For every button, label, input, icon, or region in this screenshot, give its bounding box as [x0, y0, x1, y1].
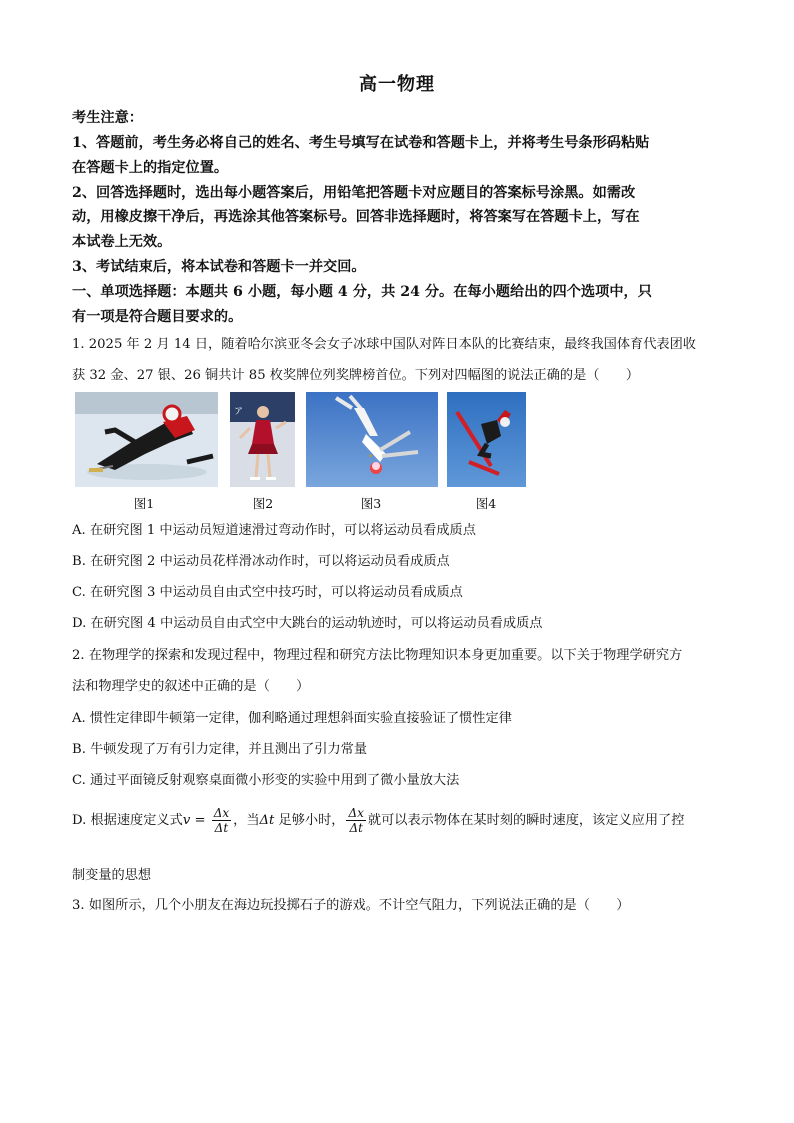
figure-3-aerials-photo [306, 392, 438, 487]
q2-option-d-prefix: D. 根据速度定义式 [72, 813, 183, 828]
q2-option-d [72, 806, 684, 835]
q2-option-d-post: 就可以表示物体在某时刻的瞬时速度，该定义应用了控 [367, 813, 685, 828]
notice-item-1-line-2: 在答题卡上的指定位置。 [72, 160, 229, 176]
figure-4-caption: 图4 [475, 496, 497, 511]
figure-2-caption: 图2 [252, 496, 274, 511]
q2-option-a: A. 惯性定律即牛顿第一定律，伽利略通过理想斜面实验直接验证了惯性定律 [72, 711, 512, 726]
figure-3-caption: 图3 [360, 496, 382, 511]
figure-1-speed-skating-photo [75, 392, 218, 487]
svg-text:ア: ア [234, 407, 244, 417]
velocity-symbol: v [182, 813, 191, 828]
figure-4-big-air-photo [447, 392, 526, 487]
section-1-heading-line-2: 有一项是符合题目要求的。 [72, 309, 243, 325]
section-1-heading-line-1: 一、单项选择题：本题共 6 小题，每小题 4 分，共 24 分。在每小题给出的四个选项中，只 [72, 284, 652, 300]
figure-1-caption: 图1 [133, 496, 155, 511]
q2-option-d-mid: ，当 [233, 813, 260, 828]
notice-item-2-line-3: 本试卷上无效。 [72, 234, 172, 250]
notice-item-2-line-2: 动，用橡皮擦干净后，再选涂其他答案标号。回答非选择题时，将答案写在答题卡上，写在 [72, 209, 640, 225]
fraction-denominator: Δt [214, 821, 229, 835]
q1-option-d: D. 在研究图 4 中运动员自由式空中大跳台的运动轨迹时，可以将运动员看成质点 [72, 616, 543, 631]
q1-option-c: C. 在研究图 3 中运动员自由式空中技巧时，可以将运动员看成质点 [72, 585, 463, 600]
q2-option-d-line-2: 制变量的思想 [72, 868, 152, 883]
delta-t-symbol: Δt [259, 813, 275, 828]
q1-option-a: A. 在研究图 1 中运动员短道速滑过弯动作时，可以将运动员看成质点 [72, 523, 476, 538]
equals-sign: = [190, 813, 210, 828]
q2-stem-line-1: 2. 在物理学的探索和发现过程中，物理过程和研究方法比物理知识本身更加重要。以下关于物理学研究方 [72, 648, 683, 663]
notice-item-3: 3、考试结束后，将本试卷和答题卡一并交回。 [72, 259, 366, 275]
notice-item-1-line-1: 1、答题前，考生务必将自己的姓名、考生号填写在试卷和答题卡上，并将考生号条形码粘贴 [72, 135, 650, 151]
page-title: 高一物理 [359, 74, 435, 95]
q1-stem-line-2: 获 32 金、27 银、26 铜共计 85 枚奖牌位列奖牌榜首位。下列对四幅图的说法正确的是（ ） [72, 368, 640, 383]
fraction-2-denominator: Δt [349, 821, 363, 835]
velocity-fraction [212, 806, 231, 835]
q1-stem-line-1: 1. 2025 年 2 月 14 日，随着哈尔滨亚冬会女子冰球中国队对阵日本队的比赛结束，最终我国体育代表团收 [72, 337, 696, 352]
q2-option-c: C. 通过平面镜反射观察桌面微小形变的实验中用到了微小量放大法 [72, 773, 460, 788]
velocity-fraction-2 [346, 806, 365, 835]
fraction-2-numerator: Δx [348, 806, 364, 820]
q2-stem-line-2: 法和物理学史的叙述中正确的是（ ） [72, 679, 310, 694]
q3-stem-line-1: 3. 如图所示，几个小朋友在海边玩投掷石子的游戏。不计空气阻力，下列说法正确的是（ ） [72, 898, 630, 913]
q1-option-b: B. 在研究图 2 中运动员花样滑冰动作时，可以将运动员看成质点 [72, 554, 450, 569]
figure-2-figure-skating-photo [230, 392, 295, 487]
notice-item-2-line-1: 2、回答选择题时，选出每小题答案后，用铅笔把答题卡对应题目的答案标号涂黑。如需改 [72, 185, 636, 201]
svg-text:✦: ✦ [368, 453, 374, 460]
notice-heading: 考生注意： [72, 110, 143, 126]
q2-option-d-mid2: 足够小时， [274, 813, 345, 828]
q2-option-b: B. 牛顿发现了万有引力定律，并且测出了引力常量 [72, 742, 368, 757]
fraction-numerator: Δx [213, 806, 230, 820]
